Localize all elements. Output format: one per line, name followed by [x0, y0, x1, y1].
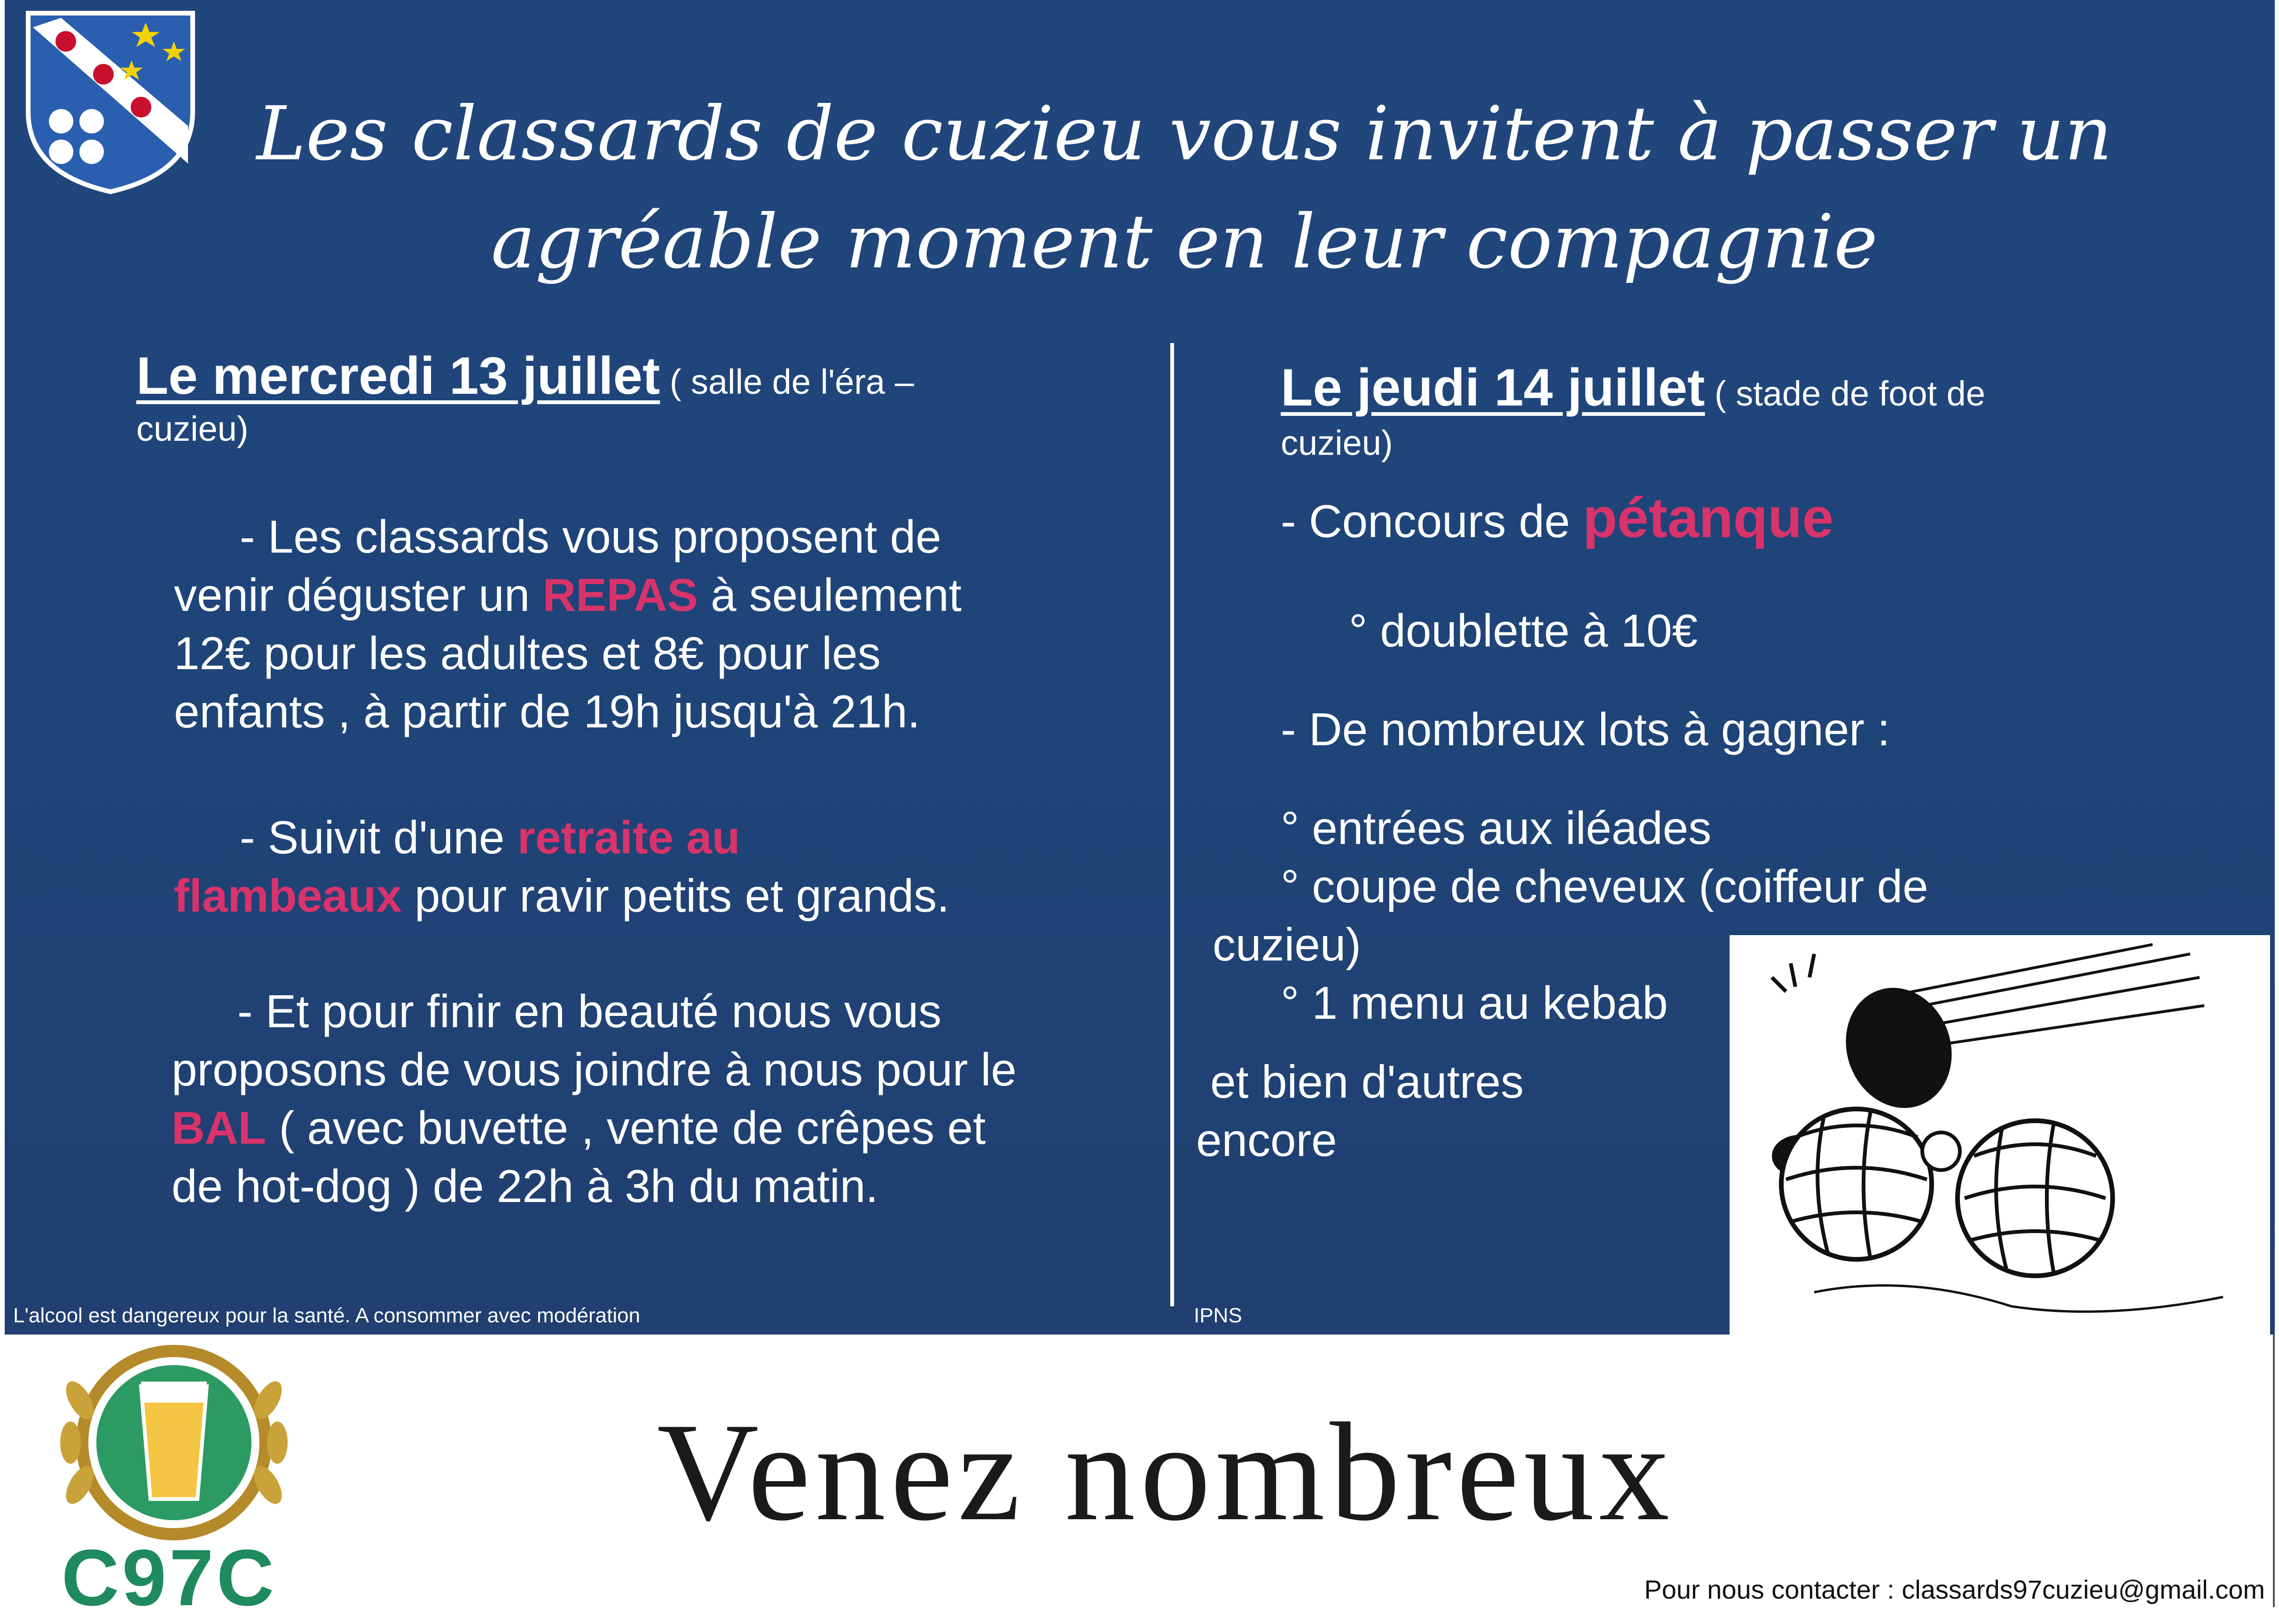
concours-text: - Concours de: [1281, 495, 1583, 547]
right-day-title: Le jeudi 14 juillet: [1281, 358, 1705, 417]
p3-text: ( avec buvette , vente de crêpes et: [266, 1102, 986, 1154]
p3-line-3: [172, 1099, 1159, 1157]
left-paragraph-bal: [172, 982, 1159, 1215]
flambeaux-highlight: flambeaux: [174, 870, 402, 921]
p1-text-cont: à seulement: [697, 569, 962, 621]
right-location-cont: cuzieu): [1281, 423, 1393, 462]
coat-of-arms-icon: [23, 8, 197, 194]
p2-line-1: [174, 808, 1161, 867]
bal-highlight: BAL: [172, 1102, 266, 1154]
p1-line-2: [174, 566, 1161, 624]
left-day-heading: [136, 345, 1123, 406]
contact-info: Pour nous contacter : classards97cuzieu@gmail.com: [1644, 1575, 2265, 1604]
and-more: [1196, 1053, 1666, 1169]
left-location-cont: cuzieu): [136, 409, 249, 448]
left-paragraph-retraite: [174, 808, 1161, 925]
petanque-highlight: pétanque: [1582, 486, 1834, 549]
ipns-footnote: IPNS: [1194, 1304, 1242, 1327]
petanque-illustration: [1730, 935, 2270, 1335]
slogan: Venez nombreux: [657, 1394, 1675, 1550]
lot-item-1: ° entrées aux iléades: [1281, 802, 1712, 854]
concours-line: [1281, 486, 2221, 550]
lot-item-3: ° 1 menu au kebab: [1281, 977, 1668, 1029]
p1-line-4: enfants , à partir de 19h jusqu'à 21h.: [174, 686, 920, 737]
p2-text-cont: pour ravir petits et grands.: [401, 870, 950, 921]
p2-line-2: [174, 867, 1161, 925]
lot-item-2-cont: cuzieu): [1213, 919, 1361, 970]
headline: [197, 80, 2171, 296]
p3-line-4: de hot-dog ) de 22h à 3h du matin.: [172, 1160, 878, 1212]
and-more-line-1: et bien d'autres: [1210, 1056, 1524, 1108]
left-location: ( salle de l'éra –: [660, 362, 914, 401]
right-location: ( stade de foot de: [1705, 374, 1985, 413]
left-paragraph-repas: [174, 508, 1161, 741]
doublette-line: ° doublette à 10€: [1349, 605, 1698, 656]
p3-line-1: - Et pour finir en beauté nous vous: [237, 985, 942, 1037]
lots-heading: - De nombreux lots à gagner :: [1281, 703, 1890, 755]
left-day-title: Le mercredi 13 juillet: [136, 346, 660, 405]
p1-line-3: 12€ pour les adultes et 8€ pour les: [174, 627, 881, 679]
headline-line-1: Les classards de cuzieu vous invitent à passer un: [256, 91, 2113, 177]
retraite-highlight: retraite au: [517, 812, 740, 863]
lot-item-2: ° coupe de cheveux (coiffeur de: [1281, 860, 1928, 912]
right-day-heading: [1281, 357, 2221, 418]
and-more-line-2: encore: [1196, 1114, 1337, 1166]
club-logo-text: C97C: [61, 1533, 277, 1623]
p3-line-2: proposons de vous joindre à nous pour le: [172, 1044, 1017, 1095]
petanque-balls-icon: [1730, 935, 2270, 1335]
p2-text: - Suivit d'une: [240, 812, 517, 863]
headline-line-2: agréable moment en leur compagnie: [491, 199, 1878, 285]
repas-highlight: REPAS: [542, 569, 698, 621]
alcohol-footnote: L'alcool est dangereux pour la santé. A consommer avec modération: [13, 1304, 641, 1327]
column-divider: [1170, 343, 1174, 1306]
p1-text: venir déguster un: [174, 569, 543, 621]
p1-line-1: - Les classards vous proposent de: [240, 511, 941, 562]
